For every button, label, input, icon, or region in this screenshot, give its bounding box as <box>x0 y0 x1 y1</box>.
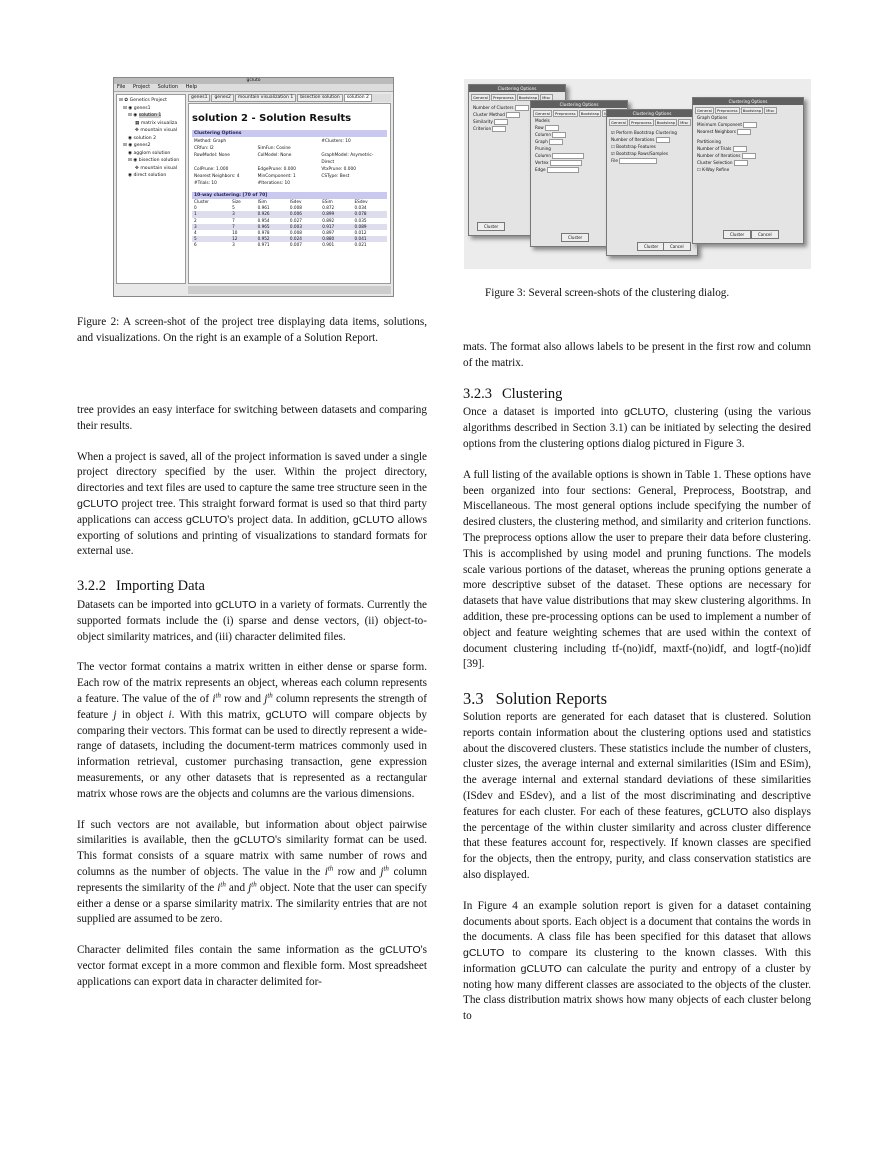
tree-node: ◉ direct solution <box>128 173 167 178</box>
table-row: 3 7 0.965 0.003 0.917 0.089 <box>192 224 387 230</box>
option-row: Partitioning <box>697 139 721 144</box>
menu-help: Help <box>185 84 198 90</box>
menu-project: Project <box>132 84 151 90</box>
horizontal-scrollbar <box>188 286 391 294</box>
tab-strip <box>188 94 391 102</box>
option-row: Cluster Method <box>469 111 565 118</box>
cluster-table <box>192 199 387 249</box>
table-row: 4 10 0.978 0.008 0.897 0.012 <box>194 230 367 236</box>
table-row: 6 3 0.971 0.007 0.901 0.021 <box>194 242 367 248</box>
tree-node: ⊟ ◉ genes1 <box>123 105 151 111</box>
option-row: Nearest Neighbors <box>693 128 803 135</box>
options-grid: Method: Graph #Clusters: 10 CRfun: I2 SimFun: Cosine RowModel: None ColModel: None GraphModel: Asymetric-Direct ColPrune: 1.000 EdgePrune: 0.000 VtxPrune: 0.000 Nearest Neighbors: 4 MinComponent: 1 CSType: Best #Trials: 10 #Iterations: 10 <box>194 139 374 186</box>
option-row: Graph <box>531 138 627 145</box>
dialog-tabs: General Preprocess Bootstrap Misc <box>611 120 689 125</box>
tree-node: ✥ mountain visual <box>135 128 178 133</box>
table-row: 1 3 0.926 0.006 0.899 0.078 <box>192 211 387 217</box>
dialog-tabs: General Preprocess Bootstrap Misc <box>697 108 775 113</box>
cancel-button: Cancel <box>751 230 779 239</box>
menu-file: File <box>117 84 126 90</box>
menu-solution: Solution <box>157 84 179 90</box>
option-row: ☐ Bootstrap Features <box>611 144 656 149</box>
right-column <box>463 340 811 1040</box>
cancel-button: Cancel <box>663 242 691 251</box>
tree-node: ⊟ ✿ Genetics Project <box>119 98 167 103</box>
paragraph: Once a dataset is imported into gCLUTO, clustering (using the various algorithms described in Section 3.1) can be initiated by selecting the desired options from the clustering options dialog pictured in Figure 3. <box>463 406 812 450</box>
figure-3-caption: Figure 3: Several screen-shots of the clustering dialog. <box>485 287 730 299</box>
cluster-button: Cluster <box>477 222 505 231</box>
paragraph: Solution reports are generated for each dataset that is clustered. Solution reports contain information about the clustering options used and statistics about the discovered clusters. These statistics include the number of clusters, cluster sizes, the average internal and external similarities (ISim and ESim), the average internal and external standard deviations of these similarities (ISdev and ESdev), and a list of the most discriminating and descriptive features for each cluster. For each of these features, gCLUTO also displays the percentage of the within cluster similarity and across cluster difference that these features account for, respectively. If known classes are specified for the objects, then the entropy, purity, and class conservation statistics are also displayed. <box>463 710 811 881</box>
tab: mountain visualization 1 <box>235 94 296 102</box>
menu-bar <box>114 84 393 92</box>
option-row: Number of Iterations <box>607 136 697 143</box>
option-row: Cluster Selection <box>693 159 803 166</box>
table-row: 5 12 0.952 0.024 0.880 0.041 <box>192 236 387 242</box>
clustering-header: 10-way clustering: [70 of 70] <box>192 192 387 199</box>
tree-node: ⊟ ◉ genes2 <box>123 143 151 148</box>
option-row: Number of Clusters <box>469 104 565 111</box>
option-row: Models <box>535 118 550 123</box>
dialog-title: Clustering Options <box>693 98 803 105</box>
tab: bisection solution <box>297 94 343 102</box>
option-row: Column <box>531 131 627 138</box>
figure-2-screenshot <box>113 77 394 297</box>
section-heading: 3.2.3 Clustering <box>463 385 563 402</box>
dialog-tabs: General Preprocess Bootstrap Misc <box>473 95 551 100</box>
tree-node: ✥ mountain visual <box>135 165 178 171</box>
option-row: ☑ Perform Bootstrap Clustering <box>611 130 677 135</box>
option-row: Edge <box>531 166 627 173</box>
tree-node: ⊟ ◉ solution 1 <box>128 113 162 118</box>
table-row: 2 7 0.954 0.027 0.892 0.035 <box>194 217 367 223</box>
table-row: 0 5 0.961 0.008 0.872 0.034 <box>194 205 367 211</box>
option-row: Row <box>531 124 627 131</box>
option-row: ☐ K-Way Refine <box>697 167 730 172</box>
tab: genes1 <box>188 94 210 102</box>
project-tree <box>116 94 186 284</box>
dialog-title: Clustering Options <box>607 110 697 117</box>
paragraph: mats. The format also allows labels to be present in the first row and column of the matrix. <box>463 341 811 369</box>
paragraph: tree provides an easy interface for switching between datasets and comparing their results. <box>77 404 427 432</box>
option-row: Minimum Component <box>693 121 803 128</box>
option-row: Graph Options <box>697 115 728 120</box>
option-row: Number of Trials <box>693 145 803 152</box>
option-row: ☑ Bootstrap Rows/Samples <box>611 151 669 156</box>
paragraph: When a project is saved, all of the project information is saved under a single project directory specified by the user. Within the project directory, directories and text files are used to capture the same tree structure seen in the gCLUTO project tree. This straight forward format is used so that third party applications can access gCLUTO's project data. In addition, gCLUTO allows exporting of solutions and printing of visualizations to standard formats for external use. <box>77 450 427 558</box>
paragraph: If such vectors are not available, but information about object pairwise similarities is available, then the gCLUTO's similarity format can be used. This format consists of a square matrix with same number of rows and columns as the number of objects. The value in the $i^{th}$ row and $j^{th}$ column represents the similarity of the $i^{th}$ and $j^{th}$ object. Note that the user can specify either a dense or a sparse similarity matrix. The similarity entries that are not supplied are assumed to be zero. <box>77 818 428 926</box>
tab: genes2 <box>211 94 233 102</box>
section-heading: 3.2.2 Importing Data <box>77 578 205 595</box>
cluster-button: Cluster <box>723 230 751 239</box>
cluster-button: Cluster <box>637 242 665 251</box>
figure-2-caption: Figure 2: A screen-shot of the project tree displaying data items, solutions, and visualizations. On the right is an example of a Solution Report. <box>77 316 427 344</box>
option-row: Similarity <box>469 118 565 125</box>
tree-node: ◉ solution 2 <box>128 135 157 141</box>
table-header-row: Cluster Size ISim ISdev ESim ESdev <box>194 199 368 204</box>
dialog-tabs: General Preprocess Bootstrap <box>531 108 627 117</box>
option-row: File <box>607 157 697 164</box>
options-header: Clustering Options <box>192 130 387 137</box>
paragraph: In Figure 4 an example solution report is given for a dataset containing documents about sports. Each object is a document that contains the words in the documents. A class file has been specified for this dataset that allows gCLUTO to compare its clustering to the known classes. With this information gCLUTO can calculate the purity and entropy of a cluster by noting how many different classes are associated to the objects of the cluster. The class distribution matrix shows how many objects of each cluster belong to <box>463 899 811 1023</box>
left-column <box>77 403 427 1006</box>
option-row: Vertex <box>531 159 627 166</box>
option-row: Criterion <box>469 125 565 132</box>
option-row: Number of Iterations <box>693 152 803 159</box>
section-heading: 3.3 Solution Reports <box>463 689 608 709</box>
tab: solution 2 <box>344 94 372 102</box>
option-row: Column <box>531 152 627 159</box>
dialog-title: Clustering Options <box>469 85 565 92</box>
dialog-bootstrap <box>606 109 698 256</box>
paragraph: A full listing of the available options is shown in Table 1. These options have been organized into four sections: General, Preprocess, Bootstrap, and Miscellaneous. The most general options include specifying the number of desired clusters, the clustering method, and similarity and criterion functions. The preprocess options allow the user to prepare their data before clustering. This is accomplished by using model and pruning functions. The models scale various portions of the dataset, whereas the pruning options generate a more descriptive subset of the dataset. These options are necessary for datasets that have value distributions that may skew clustering algorithms. In addition, these pre-processing options can be used to implement a number of object and feature weighting schemes that are used within the context of document clustering including tf-(no)idf, maxtf-(no)idf, and logtf-(no)idf [39]. <box>463 468 811 671</box>
solution-report <box>188 103 391 284</box>
paragraph: Character delimited files contain the same information as the gCLUTO's vector format except in a more common and flexible form. Most spreadsheet applications can export data in character delimited for- <box>77 944 427 988</box>
tree-node: ⊟ ◉ bisection solution <box>128 158 180 163</box>
figure-3-dialogs <box>464 79 811 269</box>
window-title: gcluto <box>114 78 393 84</box>
paragraph: Datasets can be imported into gCLUTO in a variety of formats. Currently the supported formats include the (i) sparse and dense vectors, (ii) object-to-object similarity matrices, and (iii) character delimited files. <box>77 598 428 643</box>
cluster-button: Cluster <box>561 233 589 242</box>
dialog-title: Clustering Options <box>531 101 627 108</box>
report-title: solution 2 - Solution Results <box>192 113 352 124</box>
tree-node: ◉ agglom solution <box>128 150 171 156</box>
paragraph: The vector format contains a matrix written in either dense or sparse form. Each row of the matrix represents an object, whereas each column represents a feature. The value of the of $i^{th}$ row and $j^{th}$ column represents the strength of feature j in object i. With this matrix, gCLUTO will compare objects by comparing their vectors. This format can be used to directly represent a wide-range of datasets, including the document-term matrices commonly used in information retrieval, customer purchasing transaction, gene expression measurements, or any other datasets that is represented as a rectangular matrix whose rows are the objects and columns are the various dimensions. <box>77 661 427 800</box>
option-row: Pruning <box>535 146 551 151</box>
dialog-misc <box>692 97 804 244</box>
tree-node: ▦ matrix visualiza <box>135 120 178 126</box>
